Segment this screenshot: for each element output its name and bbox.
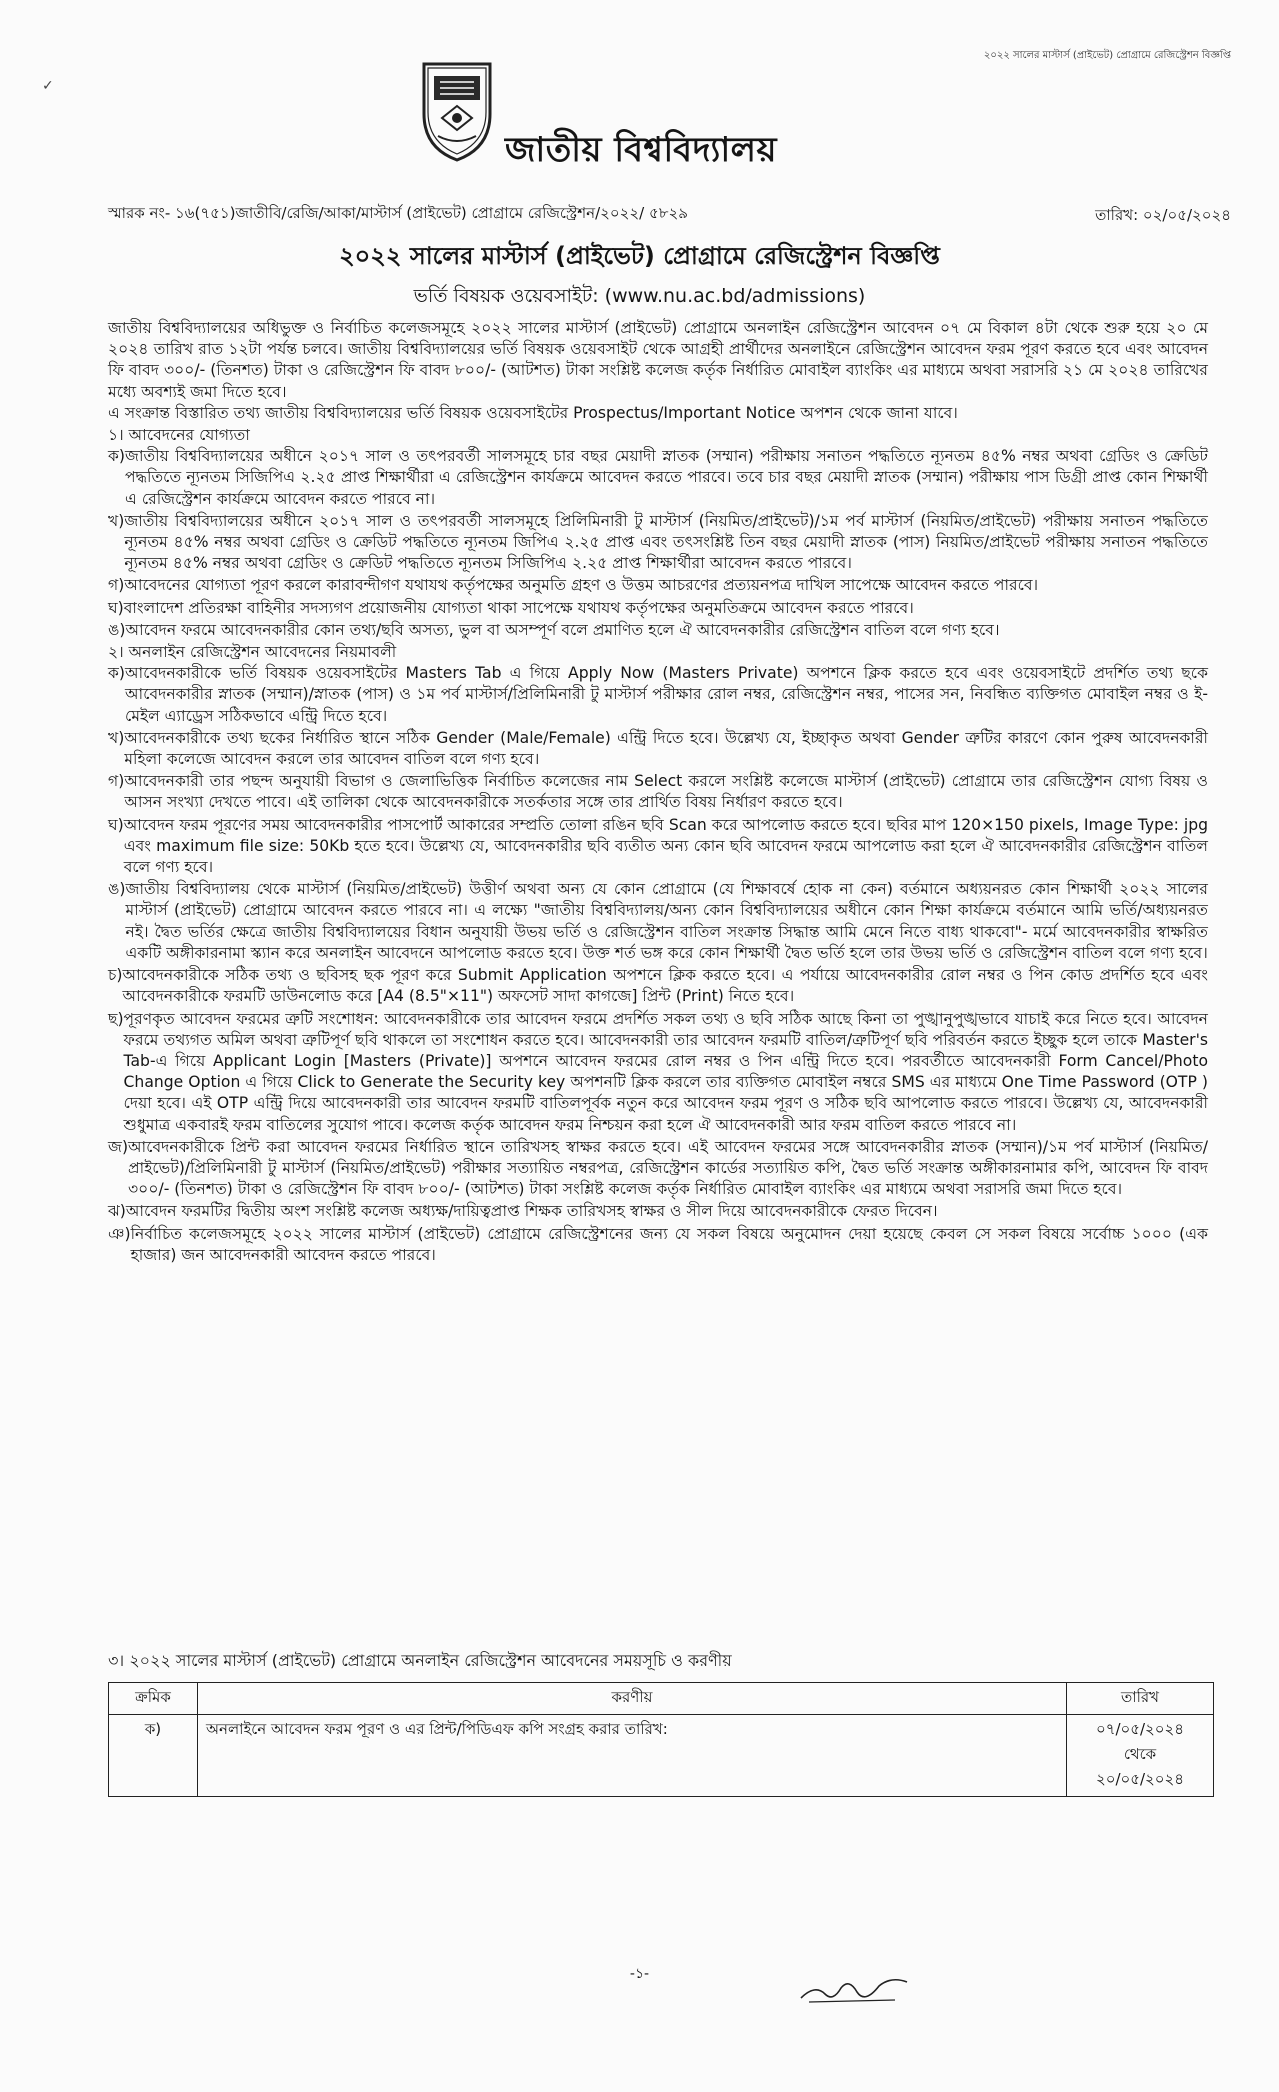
- university-logo: [418, 56, 496, 166]
- rule-item: [108, 663, 1208, 727]
- table-header-row: [109, 1683, 1214, 1715]
- item-text: আবেদনের যোগ্যতা পূরণ করলে কারাবন্দীগণ যথাযথ কর্তৃপক্ষের অনুমতি গ্রহণ ও উত্তম আচরণের প্রত্যয়নপত্র দাখিল সাপেক্ষে আবেদন করতে পারবে।: [124, 576, 1039, 595]
- notice-title: ২০২২ সালের মাস্টার্স (প্রাইভেট) প্রোগ্রামে রেজিস্ট্রেশন বিজ্ঞপ্তি: [339, 242, 940, 270]
- notice-body: [108, 318, 1208, 1267]
- table-row: [109, 1715, 1214, 1797]
- item-marker: ঙ): [108, 880, 126, 899]
- item-marker: ঘ): [108, 815, 124, 834]
- item-marker: ক): [108, 447, 125, 466]
- eligibility-item: [108, 575, 1208, 596]
- eligibility-item: [108, 598, 1208, 619]
- item-marker: চ): [108, 966, 123, 985]
- item-text: আবেদন ফরমে আবেদনকারীর কোন তথ্য/ছবি অসত্য, ভুল বা অসম্পূর্ণ বলে প্রমাণিত হলে ঐ আবেদনকারীর রেজিস্ট্রেশন বাতিল বলে গণ্য হবে।: [125, 620, 1000, 639]
- item-marker: ঘ): [108, 598, 124, 617]
- rule-item: [108, 815, 1208, 879]
- date-to: ২০/০৫/২০২৪: [1095, 1770, 1185, 1788]
- item-text: আবেদনকারীকে তথ্য ছকের নির্ধারিত স্থানে সঠিক Gender (Male/Female) এন্ট্রি দিতে হবে। উল্লেখ্য যে, ইচ্ছাকৃত অথবা Gender ত্রুটির কারণে কোন পুরুষ আবেদনকারী মহিলা কলেজে আবেদন করলে তার আবেদন বাতিল বলে গণ্য হবে।: [124, 728, 1208, 769]
- date-from: ০৭/০৫/২০২৪: [1095, 1720, 1185, 1738]
- item-text: আবেদন ফরম পূরণের সময় আবেদনকারীর পাসপোর্ট আকারের সম্প্রতি তোলা রঙিন ছবি Scan করে আপলোড করতে হবে। ছবির মাপ 120×150 pixels, Image Type: jpg এবং maximum file size: 50Kb হতে হবে। উল্লেখ্য যে, আবেদনকারীর ছবি ব্যতীত অন্য কোন ছবি আবেদন ফরমে আপলোড করা হলে ঐ আবেদনকারীর রেজিস্ট্রেশন বাতিল বলে গণ্য হবে।: [123, 815, 1208, 877]
- rule-item: [108, 1137, 1208, 1201]
- page-number: -১-: [629, 1966, 650, 1982]
- eligibility-item: [108, 446, 1208, 510]
- section-heading-rules: ২। অনলাইন রেজিস্ট্রেশন আবেদনের নিয়মাবলী: [108, 643, 397, 662]
- item-marker: গ): [108, 576, 125, 595]
- item-text: পূরণকৃত আবেদন ফরমের ত্রুটি সংশোধন: আবেদনকারীকে তার আবেদন ফরমে প্রদর্শিত সকল তথ্য ও ছবি সঠিক আছে কিনা তা পুঙ্খানুপুঙ্খভাবে যাচাই করে নিতে হবে। আবেদন ফরমে তথ্যগত অমিল অথবা ত্রুটিপূর্ণ ছবি থাকলে তা সংশোধন করতে হবে। আবেদনকারী তার আবেদন ফরমটি বাতিল/ত্রুটিপূর্ণ ছবি পরিবর্তন করতে ইচ্ছুক হলে তাকে Master's Tab-এ গিয়ে Applicant Login [Masters (Private)] অপশনে আবেদন ফরমের রোল নম্বর ও পিন এন্ট্রি দিতে হবে। পরবর্তীতে আবেদনকারী Form Cancel/Photo Change Option এ গিয়ে Click to Generate the Security key অপশনটি ক্লিক করলে তার ব্যক্তিগত মোবাইল নম্বরে SMS এর মাধ্যমে One Time Password (OTP ) দেয়া হবে। এই OTP এন্ট্রি দিয়ে আবেদনকারী তার আবেদন ফরমটি বাতিলপূর্বক নতুন করে আবেদন ফরম পূরণ ও সঠিক ছবি আপলোড করতে পারবে। উল্লেখ্য যে, আবেদনকারী শুধুমাত্র একবারই ফরম বাতিলের সুযোগ পাবে। কলেজ কর্তৃক আবেদন ফরম নিশ্চয়ন করা হলে ঐ আবেদনকারী আর ফরম বাতিল করতে পারবে না।: [123, 1009, 1208, 1134]
- item-text: আবেদনকারীকে ভর্তি বিষয়ক ওয়েবসাইটের Masters Tab এ গিয়ে Apply Now (Masters Private) অপশনে ক্লিক করতে হবে এবং ওয়েবসাইটে প্রদর্শিত তথ্য ছকে আবেদনকারীর স্নাতক (সম্মান)/স্নাতক (পাস) ও ১ম পর্ব মাস্টার্স/প্রিলিমিনারী টু মাস্টার্স পরীক্ষার রোল নম্বর, রেজিস্ট্রেশন নম্বর, পাসের সন, নিবন্ধিত ব্যক্তিগত মোবাইল নম্বর ও ই-মেইল এ্যাড্রেস সঠিকভাবে এন্ট্রি দিতে হবে।: [125, 664, 1208, 725]
- rule-item: [108, 728, 1208, 770]
- item-text: আবেদনকারীকে প্রিন্ট করা আবেদন ফরমের নির্ধারিত স্থানে তারিখসহ স্বাক্ষর করতে হবে। এই আবেদন ফরমের সঙ্গে আবেদনকারীর স্নাতক (সম্মান)/১ম পর্ব মাস্টার্স (নিয়মিত/প্রাইভেট)/প্রিলিমিনারী টু মাস্টার্স (নিয়মিত/প্রাইভেট) পরীক্ষার সত্যায়িত নম্বরপত্র, রেজিস্ট্রেশন কার্ডের সত্যায়িত কপি, দ্বৈত ভর্তি সংক্রান্ত অঙ্গীকারনামার কপি, আবেদন ফি বাবদ ৩০০/- (তিনশত) টাকা ও রেজিস্ট্রেশন ফি বাবদ ৮০০/- (আটশত) টাকা সংশ্লিষ্ট কলেজ কর্তৃক নির্ধারিত মোবাইল ব্যাংকিং এর মাধ্যমে অথবা সরাসরি জমা দিতে হবে।: [128, 1137, 1208, 1199]
- item-text: আবেদনকারী তার পছন্দ অনুযায়ী বিভাগ ও জেলাভিত্তিক নির্বাচিত কলেজের নাম Select করলে সংশ্লিষ্ট কলেজে মাস্টার্স (প্রাইভেট) প্রোগ্রামে তার রেজিস্ট্রেশন যোগ্য বিষয় ও আসন সংখ্যা দেখতে পাবে। এই তালিকা থেকে আবেদনকারীকে সতর্কতার সঙ্গে তার প্রার্থিত বিষয় নির্ধারণ করতে হবে।: [124, 772, 1208, 812]
- schedule-table: [108, 1682, 1214, 1797]
- item-marker: ক): [108, 664, 125, 683]
- eligibility-item: [108, 620, 1208, 641]
- item-text: বাংলাদেশ প্রতিরক্ষা বাহিনীর সদস্যগণ প্রয়োজনীয় যোগ্যতা থাকা সাপেক্ষে যথাযথ কর্তৃপক্ষের অনুমতিক্রমে আবেদন করতে পারবে।: [123, 598, 914, 617]
- item-text: আবেদন ফরমটির দ্বিতীয় অংশ সংশ্লিষ্ট কলেজ অধ্যক্ষ/দায়িত্বপ্রাপ্ত শিক্ষক তারিখসহ স্বাক্ষর ও সীল দিয়ে আবেদনকারীকে ফেরত দিবেন।: [125, 1202, 938, 1221]
- item-text: আবেদনকারীকে সঠিক তথ্য ও ছবিসহ ছক পূরণ করে Submit Application অপশনে ক্লিক করতে হবে। এ পর্যায়ে আবেদনকারীর রোল নম্বর ও পিন কোড প্রদর্শিত হবে এবং আবেদনকারীকে ফরমটি ডাউনলোড করে [A4 (8.5"×11") অফসেট সাদা কাগজে] প্রিন্ট (Print) নিতে হবে।: [122, 966, 1208, 1006]
- memo-number: স্মারক নং- ১৬(৭৫১)জাতীবি/রেজি/আকা/মাস্টার্স (প্রাইভেট) প্রোগ্রামে রেজিস্ট্রেশন/২০২২/ ৫৮২৯: [108, 204, 688, 222]
- column-header-serial: ক্রমিক: [109, 1683, 198, 1715]
- item-marker: খ): [108, 511, 125, 530]
- notice-date: তারিখ: ০২/০৫/২০২৪: [1095, 206, 1231, 224]
- section-heading-schedule: ৩। ২০২২ সালের মাস্টার্স (প্রাইভেট) প্রোগ্রামে অনলাইন রেজিস্ট্রেশন আবেদনের সময়সূচি ও করণীয়: [108, 1651, 732, 1670]
- date-cell: [1067, 1715, 1214, 1797]
- intro-paragraph-prospectus: এ সংক্রান্ত বিস্তারিত তথ্য জাতীয় বিশ্ববিদ্যালয়ের ভর্তি বিষয়ক ওয়েবসাইটের Prospectus/Important Notice অপশন থেকে জানা যাবে।: [108, 403, 958, 422]
- item-marker: খ): [108, 728, 125, 747]
- item-text: জাতীয় বিশ্ববিদ্যালয়ের অধীনে ২০১৭ সাল ও তৎপরবর্তী সালসমূহে চার বছর মেয়াদী স্নাতক (সম্মান) পরীক্ষায় সনাতন পদ্ধতিতে ন্যূনতম ৪৫% নম্বর অথবা গ্রেডিং ও ক্রেডিট পদ্ধতিতে ন্যূনতম সিজিপিএ ২.২৫ প্রাপ্ত শিক্ষার্থীরা এ রেজিস্ট্রেশন কার্যক্রমে আবেদন করতে পারবে। তবে চার বছর মেয়াদী স্নাতক (সম্মান) পরীক্ষায় পাস ডিগ্রী প্রাপ্ত কোন শিক্ষার্থী এ রেজিস্ট্রেশন কার্যক্রমে আবেদন করতে পারবে না।: [125, 447, 1208, 508]
- rule-item: [108, 1224, 1208, 1266]
- rule-item: [108, 965, 1208, 1007]
- rule-item: [108, 1009, 1208, 1136]
- item-marker: জ): [108, 1137, 129, 1156]
- item-marker: গ): [108, 772, 125, 791]
- section-heading-eligibility: ১। আবেদনের যোগ্যতা: [108, 426, 250, 445]
- eligibility-item: [108, 511, 1208, 575]
- item-text: জাতীয় বিশ্ববিদ্যালয়ের অধীনে ২০১৭ সাল ও তৎপরবর্তী সালসমূহে প্রিলিমিনারী টু মাস্টার্স (নিয়মিত/প্রাইভেট)/১ম পর্ব মাস্টার্স (নিয়মিত/প্রাইভেট) পরীক্ষায় সনাতন পদ্ধতিতে ন্যূনতম ৪৫% নম্বর অথবা গ্রেডিং ও ক্রেডিট পদ্ধতিতে ন্যূনতম জিপিএ ২.২৫ প্রাপ্ত এবং তৎসংশ্লিষ্ট তিন বছর মেয়াদী স্নাতক (পাস) নিয়মিত/প্রাইভেট পরীক্ষায় সনাতন পদ্ধতিতে ন্যূনতম ৪৫% নম্বর অথবা গ্রেডিং ও ক্রেডিট পদ্ধতিতে ন্যূনতম সিজিপিএ ২.২৫ প্রাপ্ত শিক্ষার্থীরা আবেদন করতে পারবে।: [124, 511, 1208, 573]
- intro-paragraph: জাতীয় বিশ্ববিদ্যালয়ের অধিভুক্ত ও নির্বাচিত কলেজসমূহে ২০২২ সালের মাস্টার্স (প্রাইভেট) প্রোগ্রামে অনলাইন রেজিস্ট্রেশন আবেদন ০৭ মে বিকাল ৪টা থেকে শুরু হয়ে ২০ মে ২০২৪ তারিখ রাত ১২টা পর্যন্ত চলবে। জাতীয় বিশ্ববিদ্যালয়ের ভর্তি বিষয়ক ওয়েবসাইট থেকে আগ্রহী প্রার্থীদের অনলাইনে রেজিস্ট্রেশন আবেদন ফরম পূরণ করতে হবে এবং আবেদন ফি বাবদ ৩০০/- (তিনশত) টাকা ও রেজিস্ট্রেশন ফি বাবদ ৮০০/- (আটশত) টাকা সংশ্লিষ্ট কলেজ কর্তৃক নির্ধারিত মোবাইল ব্যাংকিং এর মাধ্যমে অথবা সরাসরি ২১ মে ২০২৪ তারিখের মধ্যে অবশ্যই জমা দিতে হবে।: [108, 319, 1208, 401]
- item-text: নির্বাচিত কলেজসমূহে ২০২২ সালের মাস্টার্স (প্রাইভেট) প্রোগ্রামে রেজিস্ট্রেশনের জন্য যে সকল বিষয়ে অনুমোদন দেয়া হয়েছে কেবল সে সকল বিষয়ে সর্বোচ্চ ১০০০ (এক হাজার) জন আবেদনকারী আবেদন করতে পারবে।: [130, 1224, 1208, 1264]
- item-text: জাতীয় বিশ্ববিদ্যালয় থেকে মাস্টার্স (নিয়মিত/প্রাইভেট) উত্তীর্ণ অথবা অন্য যে কোন প্রোগ্রামে (যে শিক্ষাবর্ষে হোক না কেন) বর্তমানে অধ্যয়নরত কোন শিক্ষার্থী ২০২২ সালের মাস্টার্স (প্রাইভেট) প্রোগ্রামে আবেদন করতে পারবে না। এ লক্ষ্যে "জাতীয় বিশ্ববিদ্যালয়/অন্য কোন বিশ্ববিদ্যালয়ের অধীনে কোন শিক্ষা কার্যক্রমে বর্তমানে আমি ভর্তি/অধ্যয়নরত নই। দ্বৈত ভর্তির ক্ষেত্রে জাতীয় বিশ্ববিদ্যালয়ের বিধান অনুযায়ী উভয় ভর্তি ও রেজিস্ট্রেশন বাতিল সংক্রান্ত সিদ্ধান্ত আমি মেনে নিতে বাধ্য থাকবো"- মর্মে আবেদনকারীর স্বাক্ষরিত একটি অঙ্গীকারনামা স্ক্যান করে অনলাইন আবেদনে আপলোড করতে হবে। উক্ত শর্ত ভঙ্গ করে কোন শিক্ষার্থী দ্বৈত ভর্তি হলে তার উভয় ভর্তি ও রেজিস্ট্রেশন বাতিল বলে গণ্য হবে।: [125, 880, 1208, 962]
- rule-item: [108, 1201, 1208, 1222]
- item-marker: ঝ): [108, 1202, 126, 1221]
- column-header-date: তারিখ: [1067, 1683, 1214, 1715]
- serial-cell: ক): [109, 1715, 198, 1797]
- task-cell: অনলাইনে আবেদন ফরম পূরণ ও এর প্রিন্ট/পিডিএফ কপি সংগ্রহ করার তারিখ:: [198, 1715, 1067, 1797]
- signature-icon: [795, 1970, 915, 2008]
- item-marker: ঞ): [108, 1224, 131, 1243]
- column-header-task: করণীয়: [198, 1683, 1067, 1715]
- admission-website: ভর্তি বিষয়ক ওয়েবসাইট: (www.nu.ac.bd/admissions): [413, 285, 866, 307]
- top-reference: ২০২২ সালের মাস্টার্স (প্রাইভেট) প্রোগ্রামে রেজিস্ট্রেশন বিজ্ঞপ্তি: [983, 50, 1231, 61]
- date-separator: থেকে: [1123, 1745, 1157, 1763]
- item-marker: ঙ): [108, 620, 126, 639]
- rule-item: [108, 879, 1208, 964]
- university-name: জাতীয় বিশ্ববিদ্যালয়: [505, 130, 778, 170]
- check-mark-icon: ✓: [42, 78, 54, 94]
- rule-item: [108, 771, 1208, 813]
- item-marker: ছ): [108, 1009, 124, 1028]
